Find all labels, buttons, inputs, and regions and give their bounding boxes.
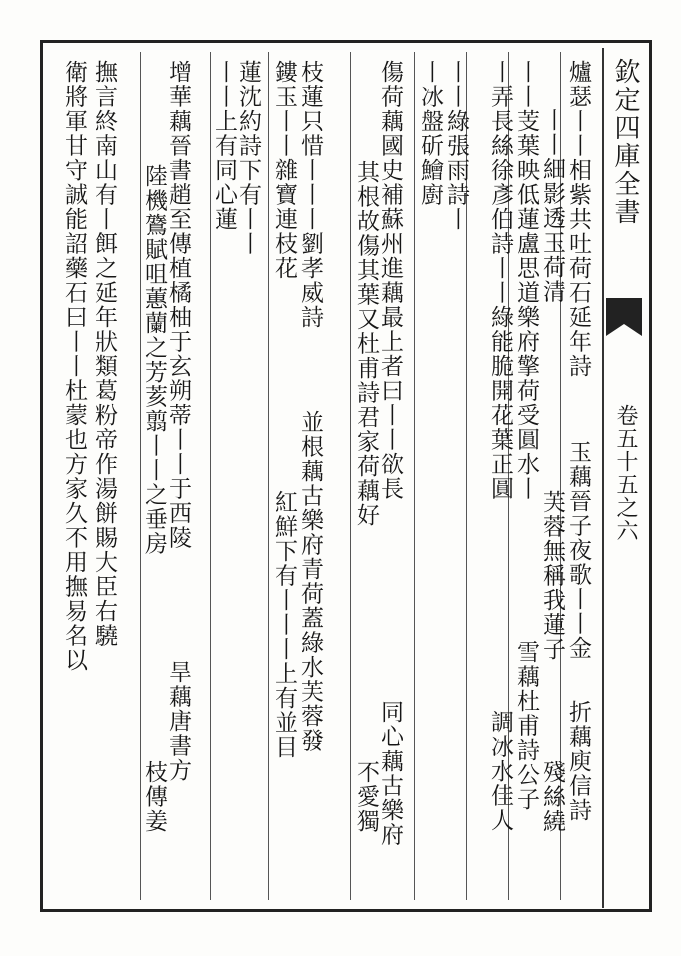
text-column: 其根故傷其葉又杜甫詩君家荷藕好 (353, 160, 379, 528)
entry-note: 調冰水佳人 (487, 710, 513, 833)
column-rule (414, 52, 415, 900)
entry-note: 不愛獨 (353, 760, 379, 834)
entry-note: 枝傳姜 (141, 760, 167, 834)
text-column: 丨冰盤斫鱠廚 (417, 60, 443, 207)
book-title: 欽定四庫全書 (610, 58, 640, 226)
text-column: 蓮沈約詩下有丨丨 (235, 60, 261, 256)
headword-entry: 雪藕杜甫詩公子 (513, 640, 539, 812)
fishtail-mark-icon (604, 296, 644, 340)
text-column: 丨弄長絲徐彥伯詩丨丨綠能脆開花葉正圓 (487, 60, 513, 501)
headword-entry: 旱藕唐書方 (165, 660, 191, 783)
text-column: 傷荷藕國史補蘇州進藕最上者曰丨丨欲長 (377, 60, 403, 501)
text-column: 丨丨芰葉映低蓮盧思道樂府擎荷受圓水丨 (513, 60, 539, 501)
text-column: 鏤玉丨丨雜寶連枝花 (271, 60, 297, 281)
text-column: 撫言終南山有丨餌之延年狀類葛粉帝作湯餅賜大臣右驍 (91, 60, 117, 648)
column-rule (350, 52, 351, 900)
column-rule (268, 52, 269, 900)
entry-note: 紅鮮下有丨丨丨上有並目 (271, 490, 297, 760)
headword-entry: 玉藕晉子夜歌丨丨金 (565, 440, 591, 661)
headword-entry: 並根藕古樂府青荷蓋綠水芙蓉發 (297, 410, 323, 753)
text-column: 爐瑟丨丨相紫共吐荷石延年詩 (565, 60, 591, 379)
text-column: 陸機鷟賦咀蕙蘭之芳荄翦丨丨之垂房 (141, 164, 167, 556)
text-column: 衛將軍甘守誠能詔藥石曰丨丨杜蒙也方家久不用撫易名以 (61, 60, 87, 673)
entry-note: 芙蓉無稱我蓮子 (539, 490, 565, 662)
text-column: 丨丨綠張雨詩丨 (443, 60, 469, 232)
text-column: 枝蓮只惜丨丨丨劉孝威詩 (297, 60, 323, 330)
entry-note: 殘絲繞 (539, 760, 565, 834)
volume-number: 卷五十五之六 (613, 404, 638, 542)
text-column: 增華藕晉書趙至傳植橘柚于玄朔蒂丨丨于西陵 (165, 60, 191, 550)
text-column: 丨丨細影透玉荷清 (539, 108, 565, 304)
text-column: 丨丨上有同心蓮 (211, 60, 237, 232)
headword-entry: 折藕庾信詩 (565, 700, 591, 823)
headword-entry: 同心藕古樂府 (377, 700, 403, 847)
